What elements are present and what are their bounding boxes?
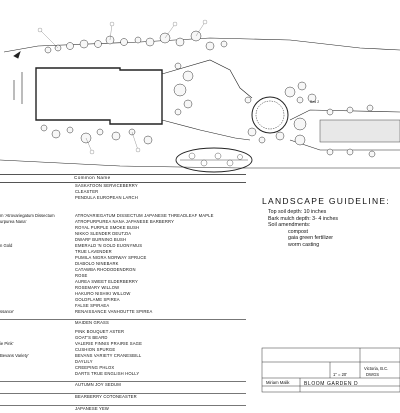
common-name: CATAWBA RHODODENDRON xyxy=(75,267,136,272)
common-name: NIKKO SLENDER DEUTZIA xyxy=(75,231,132,236)
common-name: SASKATOON SERVICEBERRY xyxy=(75,183,138,188)
common-name: PUMILA NIGRA NORWAY SPRUCE xyxy=(75,255,147,260)
common-name: CLEASTER xyxy=(75,189,99,194)
amendment-item: worm casting xyxy=(288,241,320,248)
common-name: AUREA SWEET ELDERBERRY xyxy=(75,279,138,284)
common-name: EMERALD 'N GOLD EUONYMUS xyxy=(75,243,143,248)
guideline-line: Bark mulch depth: 3- 4 inches xyxy=(268,215,339,222)
section-label: MAIDEN GRASS xyxy=(75,320,109,325)
common-name: PINK BOUQUET ASTER xyxy=(75,329,125,334)
bed-label: Bed 2 xyxy=(310,100,320,104)
common-name: DARTS TRUE ENGLISH HOLLY xyxy=(75,371,140,376)
common-name: ROSEMARY WILLOW xyxy=(75,285,120,290)
section-label: BEARBERRY COTONEASTER xyxy=(75,394,137,399)
common-name: HAKURO NISHIKI WILLOW xyxy=(75,291,131,296)
botanical-name: Bevans Variety' xyxy=(0,353,29,358)
common-name: DAYLILY xyxy=(75,359,93,364)
botanical-name: m 'Atrovariegatum Dissectum xyxy=(0,213,55,218)
common-name: PENDULA EUROPEAN LARCH xyxy=(75,195,138,200)
guideline-title: LANDSCAPE GUIDELINE: xyxy=(262,196,391,206)
common-name: FALSE SPIRAEA xyxy=(75,303,110,308)
common-name: ATROPURPUREA NANA JAPANESE BARBERRY xyxy=(75,219,175,224)
common-name: BEVANS VARIETY CRANESBILL xyxy=(75,353,142,358)
botanical-name: urpurea Nana' xyxy=(0,219,27,224)
common-name: ATROVARIEGATUM DISSECTUM JAPANESE THREADLEAF MAPLE xyxy=(75,213,214,218)
common-name: ROYAL PURPLE SMOKE BUSH xyxy=(75,225,140,230)
guideline-line: Top soil depth: 10 inches xyxy=(268,209,327,215)
amendment-item: gaia green fertilizer xyxy=(288,235,334,242)
common-name: GOLDFLAME SPIREA xyxy=(75,297,120,302)
botanical-name: n Gold xyxy=(0,243,13,248)
title-company: BLOOM GARDEN D xyxy=(304,381,359,387)
botanical-name: ie Pink' xyxy=(0,341,14,346)
common-name: GOAT'S BEARD xyxy=(75,335,108,340)
common-name: RENAISSANCE VANHOUTTE SPIREA xyxy=(75,309,153,314)
common-name: CREEPING PHLOX xyxy=(75,365,115,370)
common-name: VALERIE FINNIS PRAIRIE SAGE xyxy=(75,341,143,346)
common-name: TRUE LAVENDER xyxy=(75,249,112,254)
title-designer: Miriam Malik xyxy=(266,380,290,385)
amendment-item: compost xyxy=(288,228,309,235)
title-location: Victoria, B.C. xyxy=(364,366,389,371)
common-name: DIABOLO NINEBARK xyxy=(75,261,119,266)
section-label: AUTUMN JOY SEDUM xyxy=(75,382,121,387)
guideline-line: Soil amendments: xyxy=(268,222,311,229)
common-name: DWARF BURNING BUSH xyxy=(75,237,127,242)
title-drawn: DWGS xyxy=(366,372,380,377)
title-scale: 1" = 20' xyxy=(333,372,348,377)
common-name: CUSHION SPURGE xyxy=(75,347,116,352)
common-name: ROSE xyxy=(75,273,88,278)
table-row xyxy=(0,405,246,413)
header-common-name: Common Name xyxy=(74,175,111,180)
section-label: JAPANESE YEW xyxy=(75,406,109,411)
botanical-name: ssance' xyxy=(0,309,15,314)
